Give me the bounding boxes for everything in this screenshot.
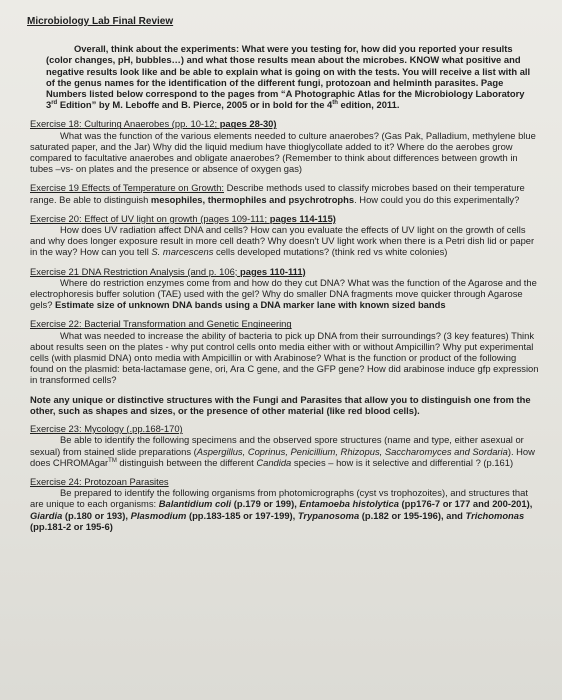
overview-text-2: Edition” by M. Leboffe and B. Pierce, 2005 or in bold for the 4 — [57, 99, 333, 111]
overview-paragraph — [46, 43, 542, 110]
exercise-21-body-bold: Estimate size of unknown DNA bands using a DNA marker lane with known sized bands — [55, 299, 446, 311]
exercise-23-body-d: species – how is it selective and differential ? (p.161) — [291, 456, 514, 468]
ref-4b: 197-199), — [255, 509, 298, 521]
organism-giardia: Giardia — [30, 509, 63, 521]
ref-6b: 195-6) — [85, 520, 113, 532]
exercise-21-title — [30, 266, 542, 277]
exercise-22-title: Exercise 22: Bacterial Transformation and Genetic Engineering — [30, 318, 292, 330]
exercise-23-body-a: Be able to identify the following specimens and the observed spore structures (name and type, either asexual or sexual) from stained slide preparations ( — [30, 434, 524, 457]
exercise-22 — [30, 318, 542, 385]
exercise-23-title — [30, 423, 542, 434]
exercise-21-title-b: pages 110-111) — [240, 265, 306, 277]
exercise-23-body-sup: TM — [108, 457, 117, 464]
exercise-18-title-a: Exercise 18: Culturing Anaerobes (pp. 10-12; — [30, 118, 220, 130]
ref-2b: or 177 and 200-201), — [442, 498, 533, 510]
ref-6: (pp.181-2 or — [30, 520, 86, 532]
fungi-parasites-note: Note any unique or distinctive structures with the Fungi and Parasites that allow you to distinguish one from the other, such as shapes and sizes, or the presence of other material (like red blood cells). — [30, 393, 531, 416]
exercise-23-title-a: Exercise 23: Mycology ( — [30, 423, 130, 435]
exercise-21-body-a: Where do restriction enzymes come from and how do they cut DNA? What was the function of the Agarose and the electrophoresis buffer solution (TAE) used with the gel? Why do smaller DNA fragments move quicker through Agarose gels? — [30, 276, 537, 311]
exercise-23-body-c: distinguish between the different — [116, 456, 257, 468]
organism-trypanosoma: Trypanosoma — [297, 509, 360, 521]
ref-4: (pp.183-185 or — [186, 509, 256, 521]
exercise-19-body-a: Describe methods used to classify microbes based on their temperature range. Be able to distinguish — [30, 182, 525, 205]
exercise-21 — [30, 266, 542, 311]
exercise-23-body-italic: Aspergillus, Coprinus, Penicillium, Rhizopus, Saccharomyces and Sordaria — [196, 445, 508, 457]
and-text: and — [446, 509, 466, 521]
exercise-24-title: Exercise 24: Protozoan Parasites — [30, 475, 169, 487]
overview-text-3: edition, 2011. — [337, 99, 400, 111]
exercise-22-body: What was needed to increase the ability of bacteria to pick up DNA from their surroundings? (3 key features) Think about results seen on the plates - why put control cells onto media either with or without Ampicillin? Why put experimental cells (with plasmid DNA) onto media with Ampicillin or with Arabinose? What is the function or product of the following found on the plasmid: beta-lactamase gene, ori, Ara C gene, and the GFP gene? How did arabinose induce gfp expression in transformed cells? — [30, 329, 539, 386]
exercise-20-title — [30, 213, 542, 224]
organism-balantidium: Balantidium coli — [158, 498, 232, 510]
organism-plasmodium: Plasmodium — [130, 509, 187, 521]
exercise-20-title-a: Exercise 20: Effect of UV light on growth (pages 109-111; — [30, 212, 270, 224]
exercise-18 — [30, 118, 542, 174]
exercise-19-body-b: . How could you do this experimentally? — [354, 193, 520, 205]
ref-3: (p.180 or — [62, 509, 107, 521]
exercise-20 — [30, 213, 542, 258]
exercise-20-body-b: cells developed mutations? (think red vs white colonies) — [213, 246, 448, 258]
exercise-20-body-italic: S. marcescens — [151, 246, 214, 258]
organism-entamoeba: Entamoeba histolytica — [299, 498, 399, 510]
ref-3b: 193), — [106, 509, 131, 521]
exercise-18-title — [30, 118, 542, 129]
exercise-19-title: Exercise 19 Effects of Temperature on Growth: — [30, 182, 225, 194]
ref-1: (p.179 or — [231, 498, 276, 510]
exercise-23 — [30, 423, 542, 468]
exercise-19-body-bold: mesophiles, thermophiles and psychrotrophs — [150, 193, 355, 205]
exercise-18-title-b: pages 28-30) — [219, 118, 277, 130]
ref-2: (pp176-7 — [398, 498, 443, 510]
overview-sup-1: rd — [51, 100, 58, 107]
exercise-21-title-a: Exercise 21 DNA Restriction Analysis (and p. 106; — [30, 265, 240, 277]
ref-5: (p.182 or — [359, 509, 404, 521]
exercise-23-body-b: ). How does CHROMAgar — [30, 445, 535, 468]
exercise-23-body-italic2: Candida — [256, 456, 292, 468]
exercise-18-body: What was the function of the various elements needed to culture anaerobes? (Gas Pak, Palladium, methylene blue saturated paper, and the Jar) Why did the liquid medium have thioglycollate added to it? Where do the aerobes grow compared to facultative anaerobes and obligate anaerobes? (Remember to think about differences between growth in tubes –vs- on plates and the presence or absence of oxygen gas) — [30, 129, 536, 175]
exercise-24 — [30, 476, 542, 532]
exercise-23-title-b: .pp.168-170) — [129, 423, 183, 435]
ref-1b: 199), — [275, 498, 300, 510]
exercise-24-body: Be prepared to identify the following organisms from photomicrographs (cyst vs trophozoites), and structures that are unique to each organisms: — [30, 487, 528, 510]
exercise-20-body-a: How does UV radiation affect DNA and cells? How can you evaluate the effects of UV light on the growth of cells and why does longer exposure result in more cell death? Why doesn't UV light work when there is a Petri dish lid or paper in the way? How can you tell — [30, 224, 535, 258]
ref-5b: 195-196), — [403, 509, 447, 521]
overview-text-1: Overall, think about the experiments: What were you testing for, how did you reported your results (color changes, pH, bubbles…) and what those results mean about the microbes. KNOW what positive and negative results look like and be able to explain what is going on with the tests. You will receive a list with all of the genus names for the identification of the different fungi, protozoan and helminth parasites. Page Numbers listed below correspond to the pages from “A Photographic Atlas for the Microbiology Laboratory 3 — [46, 43, 531, 111]
overview-sup-2: th — [332, 100, 338, 107]
exercise-19 — [30, 182, 542, 204]
exercise-20-title-b: pages 114-115) — [269, 212, 336, 224]
organism-trichomonas: Trichomonas — [465, 509, 525, 521]
document-title: Microbiology Lab Final Review — [27, 16, 174, 27]
